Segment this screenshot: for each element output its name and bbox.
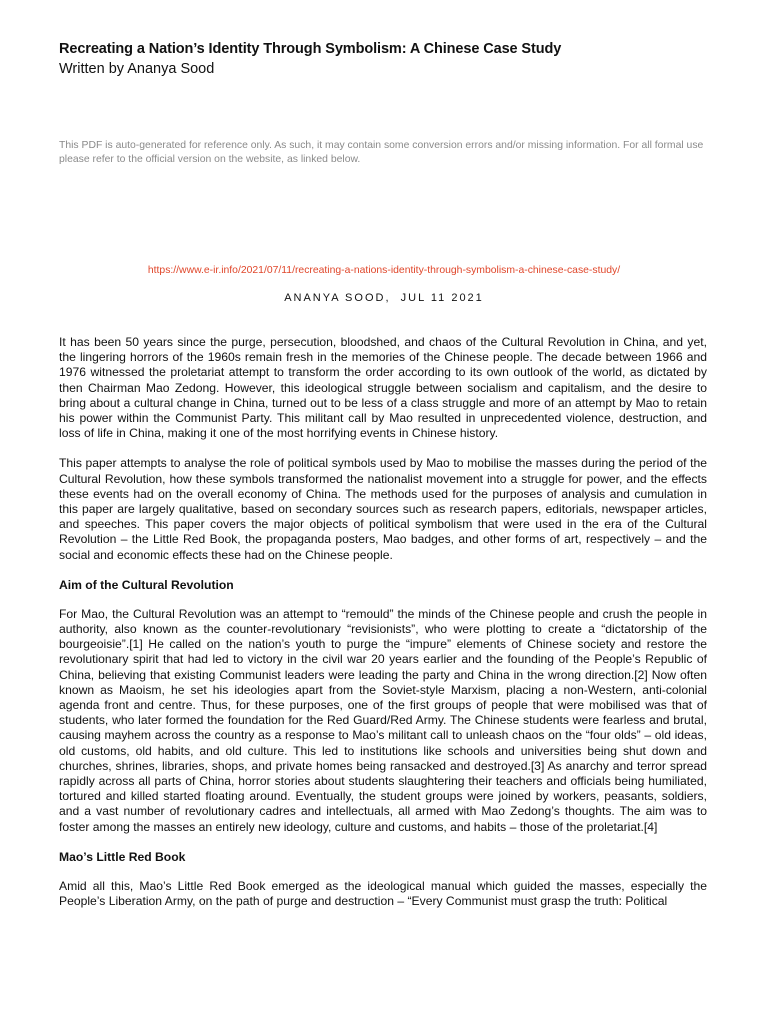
section-heading-aim: Aim of the Cultural Revolution [59, 577, 234, 592]
article-body [59, 335, 707, 924]
source-link[interactable]: https://www.e-ir.info/2021/07/11/recreating-a-nations-identity-through-symbolism-a-chinese-case-study/ [147, 265, 621, 276]
document-header [59, 40, 707, 79]
byline-separator: , [385, 292, 391, 304]
paragraph-intro-2: This paper attempts to analyse the role of political symbols used by Mao to mobilise the masses during the period of the Cultural Revolution, how these symbols transformed the nationalist movement into a struggle for power, and the effects these events had on the overall economy of China. The methods used for the purposes of analysis and cumulation in this paper are largely qualitative, based on secondary sources such as research papers, editorials, newspaper articles, and speeches. This paper covers the major objects of political symbolism that were used in the era of the Cultural Revolution – the Little Red Book, the propaganda posters, Mao badges, and other forms of art, respectively – and the social and economic effects these had on the Chinese people. [59, 456, 707, 562]
author-line: Written by Ananya Sood [59, 61, 215, 77]
byline-date: JUL 11 2021 [400, 292, 484, 304]
paragraph-intro-1: It has been 50 years since the purge, persecution, bloodshed, and chaos of the Cultural Revolution in China, and yet, the lingering horrors of the 1960s remain fresh in the memories of the Chinese people. The decade between 1966 and 1976 witnessed the proletariat attempt to transform the order according to its own outlook of the world, as dictated by then Chairman Mao Zedong. However, this ideological struggle between socialism and capitalism, and the desire to bring about a cultural change in China, turned out to be less of a class struggle and more of an attempt by Mao to retain his power within the Communist Party. This militant call by Mao resulted in unprecedented violence, destruction, and loss of life in China, making it one of the most horrifying events in Chinese history. [59, 335, 707, 441]
pdf-disclaimer: This PDF is auto-generated for reference only. As such, it may contain some conversion errors and/or missing information. For all formal use please refer to the official version on the website, as linked below. [59, 140, 704, 165]
section-heading-little-red-book: Mao’s Little Red Book [59, 849, 186, 864]
byline [0, 291, 768, 305]
paragraph-aim-1: For Mao, the Cultural Revolution was an attempt to “remould” the minds of the Chinese people and crush the people in authority, also known as the counter-revolutionary “revisionists”, who were plotting to create a “dictatorship of the bourgeoisie”.[1] He called on the nation’s youth to purge the “impure” elements of Chinese society and restore the revolutionary spirit that had led to victory in the civil war 20 years earlier and the founding of the People’s Republic of China, believing that existing Communist leaders were leading the party and China in the wrong direction.[2] Now often known as Maoism, he set his ideologies apart from the Soviet-style Marxism, placing a non-Western, anti-colonial agenda front and centre. Thus, for these purposes, one of the first groups of people that were mobilised was that of students, who later formed the foundation for the Red Guard/Red Army. The Chinese students were fearless and brutal, causing mayhem across the country as a response to Mao’s militant call to unleash chaos on the “four olds” – old ideas, old customs, old habits, and old culture. This led to institutions like schools and universities being shut down and churches, shrines, libraries, shops, and private homes being ransacked and destroyed.[3] As anarchy and terror spread rapidly across all parts of China, horror stories about students slaughtering their teachers and officials being humiliated, tortured and killed started floating around. Eventually, the student groups were joined by workers, peasants, soldiers, and a vast number of revolutionary cadres and intellectuals, all armed with Mao Zedong’s thoughts. The aim was to foster among the masses an entirely new ideology, culture and customs, and habits – those of the proletariat.[4] [59, 606, 707, 834]
paragraph-book-1: Amid all this, Mao’s Little Red Book emerged as the ideological manual which guided the masses, especially the People’s Liberation Army, on the path of purge and destruction – “Every Communist must grasp the truth: Political [59, 878, 707, 909]
document-title: Recreating a Nation’s Identity Through Symbolism: A Chinese Case Study [59, 41, 562, 57]
byline-author: ANANYA SOOD [284, 292, 386, 304]
